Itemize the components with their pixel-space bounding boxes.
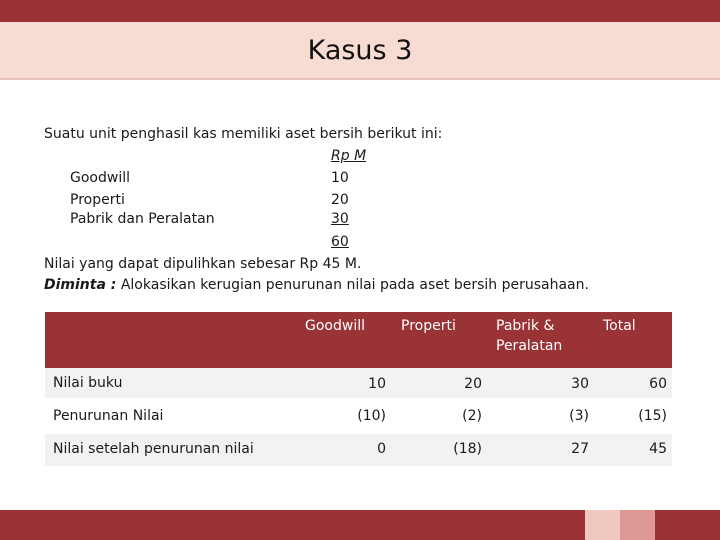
table-header-goodwill: Goodwill [305, 318, 365, 334]
title-band [0, 22, 720, 78]
recoverable-text: Nilai yang dapat dipulihkan sebesar Rp 45 M. [44, 256, 362, 272]
intro-text: Suatu unit penghasil kas memiliki aset bersih berikut ini: [44, 126, 443, 142]
asset-value-properti: 20 [331, 192, 349, 208]
cell-nilai-buku-goodwill: 10 [368, 376, 386, 392]
slide-title: Kasus 3 [307, 34, 413, 66]
asset-label-goodwill: Goodwill [70, 170, 130, 186]
footer-block-mid [620, 510, 655, 540]
instruction-label: Diminta : [44, 277, 117, 293]
table-header-pabrik: Pabrik & Peralatan [496, 318, 563, 354]
cell-penurunan-pabrik: (3) [569, 408, 589, 424]
asset-value-pabrik: 30 [331, 211, 349, 227]
asset-label-properti: Properti [70, 192, 125, 208]
table-header-total: Total [603, 318, 636, 334]
footer-block-dark [655, 510, 720, 540]
instruction-line [44, 276, 589, 294]
cell-nilai-buku-pabrik: 30 [571, 376, 589, 392]
cell-setelah-goodwill: 0 [377, 441, 386, 457]
cell-penurunan-total: (15) [638, 408, 667, 424]
currency-header: Rp M [331, 148, 367, 164]
table-header-properti: Properti [401, 318, 456, 334]
asset-value-goodwill: 10 [331, 170, 349, 186]
cell-penurunan-goodwill: (10) [357, 408, 386, 424]
cell-setelah-pabrik: 27 [571, 441, 589, 457]
cell-nilai-buku-properti: 20 [464, 376, 482, 392]
footer-band [0, 510, 585, 540]
title-divider [0, 78, 720, 80]
table-header-blank [45, 312, 297, 368]
asset-total: 60 [331, 234, 349, 250]
footer-block-light [585, 510, 620, 540]
cell-penurunan-properti: (2) [462, 408, 482, 424]
cell-nilai-buku-total: 60 [649, 376, 667, 392]
row-label-nilai-buku: Nilai buku [53, 375, 123, 391]
instruction-text: Alokasikan kerugian penurunan nilai pada aset bersih perusahaan. [116, 277, 589, 293]
cell-setelah-total: 45 [649, 441, 667, 457]
row-label-penurunan: Penurunan Nilai [53, 408, 164, 424]
row-label-setelah: Nilai setelah penurunan nilai [53, 441, 254, 457]
asset-label-pabrik: Pabrik dan Peralatan [70, 211, 215, 227]
top-accent-band [0, 0, 720, 22]
cell-setelah-properti: (18) [453, 441, 482, 457]
